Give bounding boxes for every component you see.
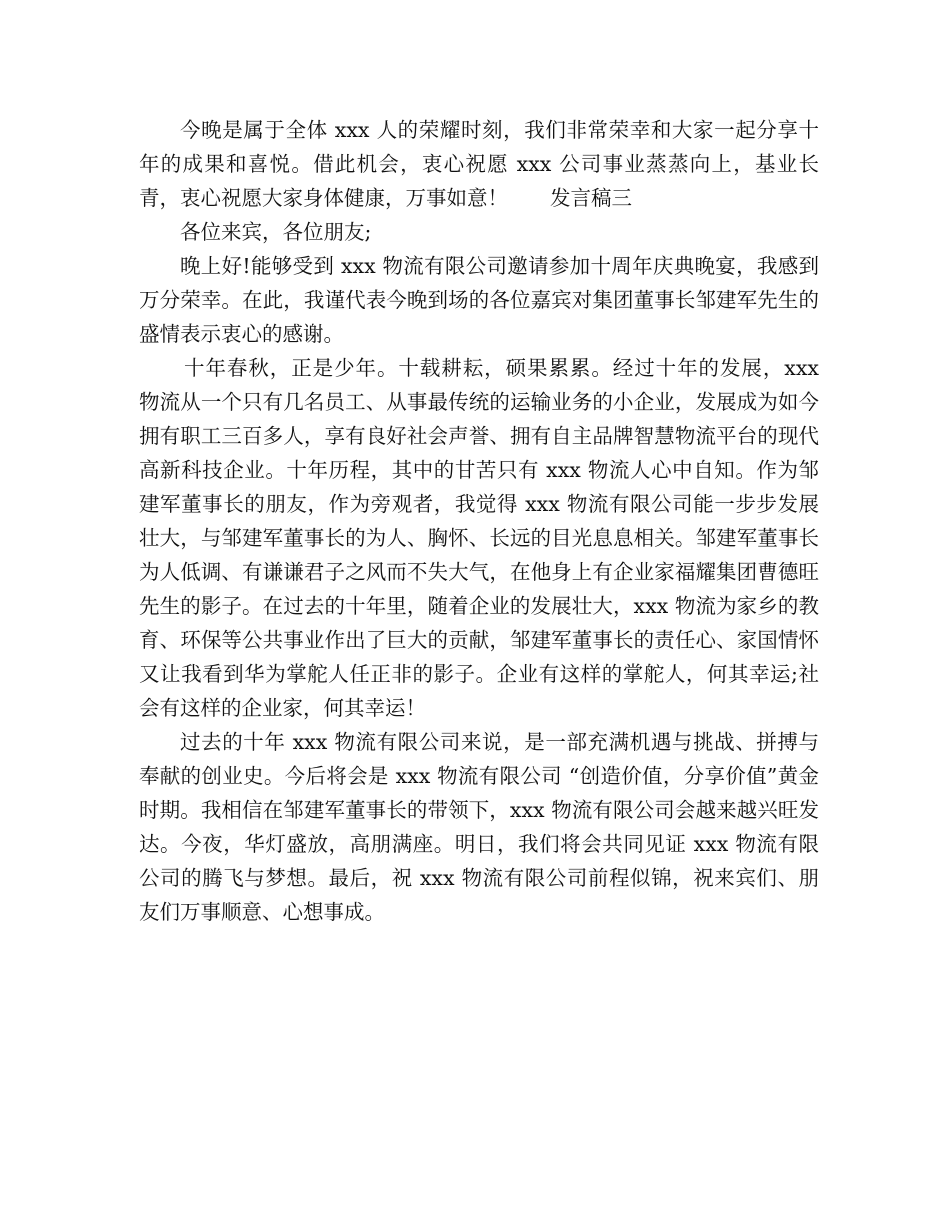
- paragraph-closing-remarks: [139, 113, 819, 215]
- paragraph-greeting: 晚上好!能够受到 xxx 物流有限公司邀请参加十周年庆典晚宴，我感到万分荣幸。在此，我谨代表今晚到场的各位嘉宾对集团董事长邹建军先生的盛情表示衷心的感谢。: [139, 254, 819, 346]
- paragraph-salutation: 各位来宾，各位朋友;: [180, 220, 372, 244]
- paragraph-text: 今晚是属于全体 xxx 人的荣耀时刻，我们非常荣幸和大家一起分享十年的成果和喜悦。借此机会，衷心祝愿 xxx 公司事业蒸蒸向上，基业长青，衷心祝愿大家身体健康，万事如意！: [139, 118, 819, 210]
- paragraph-future-outlook: 过去的十年 xxx 物流有限公司来说，是一部充满机遇与挑战、拼搏与奉献的创业史。今后将会是 xxx 物流有限公司 “创造价值，分享价值”黄金时期。我相信在邹建军董事长的带领下，xxx 物流有限公司会越来越兴旺发达。今夜，华灯盛放，高朋满座。明日，我们将会共同见证 xxx 物流有限公司的腾飞与梦想。最后，祝 xxx 物流有限公司前程似锦，祝来宾们、朋友们万事顺意、心想事成。: [139, 730, 819, 924]
- paragraph-company-history: 十年春秋，正是少年。十载耕耘，硕果累累。经过十年的发展，xxx 物流从一个只有几名员工、从事最传统的运输业务的小企业，发展成为如今拥有职工三百多人，享有良好社会声誉、拥有自主品牌智慧物流平台的现代高新科技企业。十年历程，其中的甘苦只有 xxx 物流人心中自知。作为邹建军董事长的朋友，作为旁观者，我觉得 xxx 物流有限公司能一步步发展壮大，与邹建军董事长的为人、胸怀、长远的目光息息相关。邹建军董事长为人低调、有谦谦君子之风而不失大气，在他身上有企业家福耀集团曹德旺先生的影子。在过去的十年里，随着企业的发展壮大，xxx 物流为家乡的教育、环保等公共事业作出了巨大的贡献，邹建军董事长的责任心、家国情怀又让我看到华为掌舵人任正非的影子。企业有这样的掌舵人，何其幸运;社会有这样的企业家，何其幸运！: [139, 356, 819, 720]
- speech-heading: 发言稿三: [550, 186, 632, 210]
- document-body: [139, 113, 819, 929]
